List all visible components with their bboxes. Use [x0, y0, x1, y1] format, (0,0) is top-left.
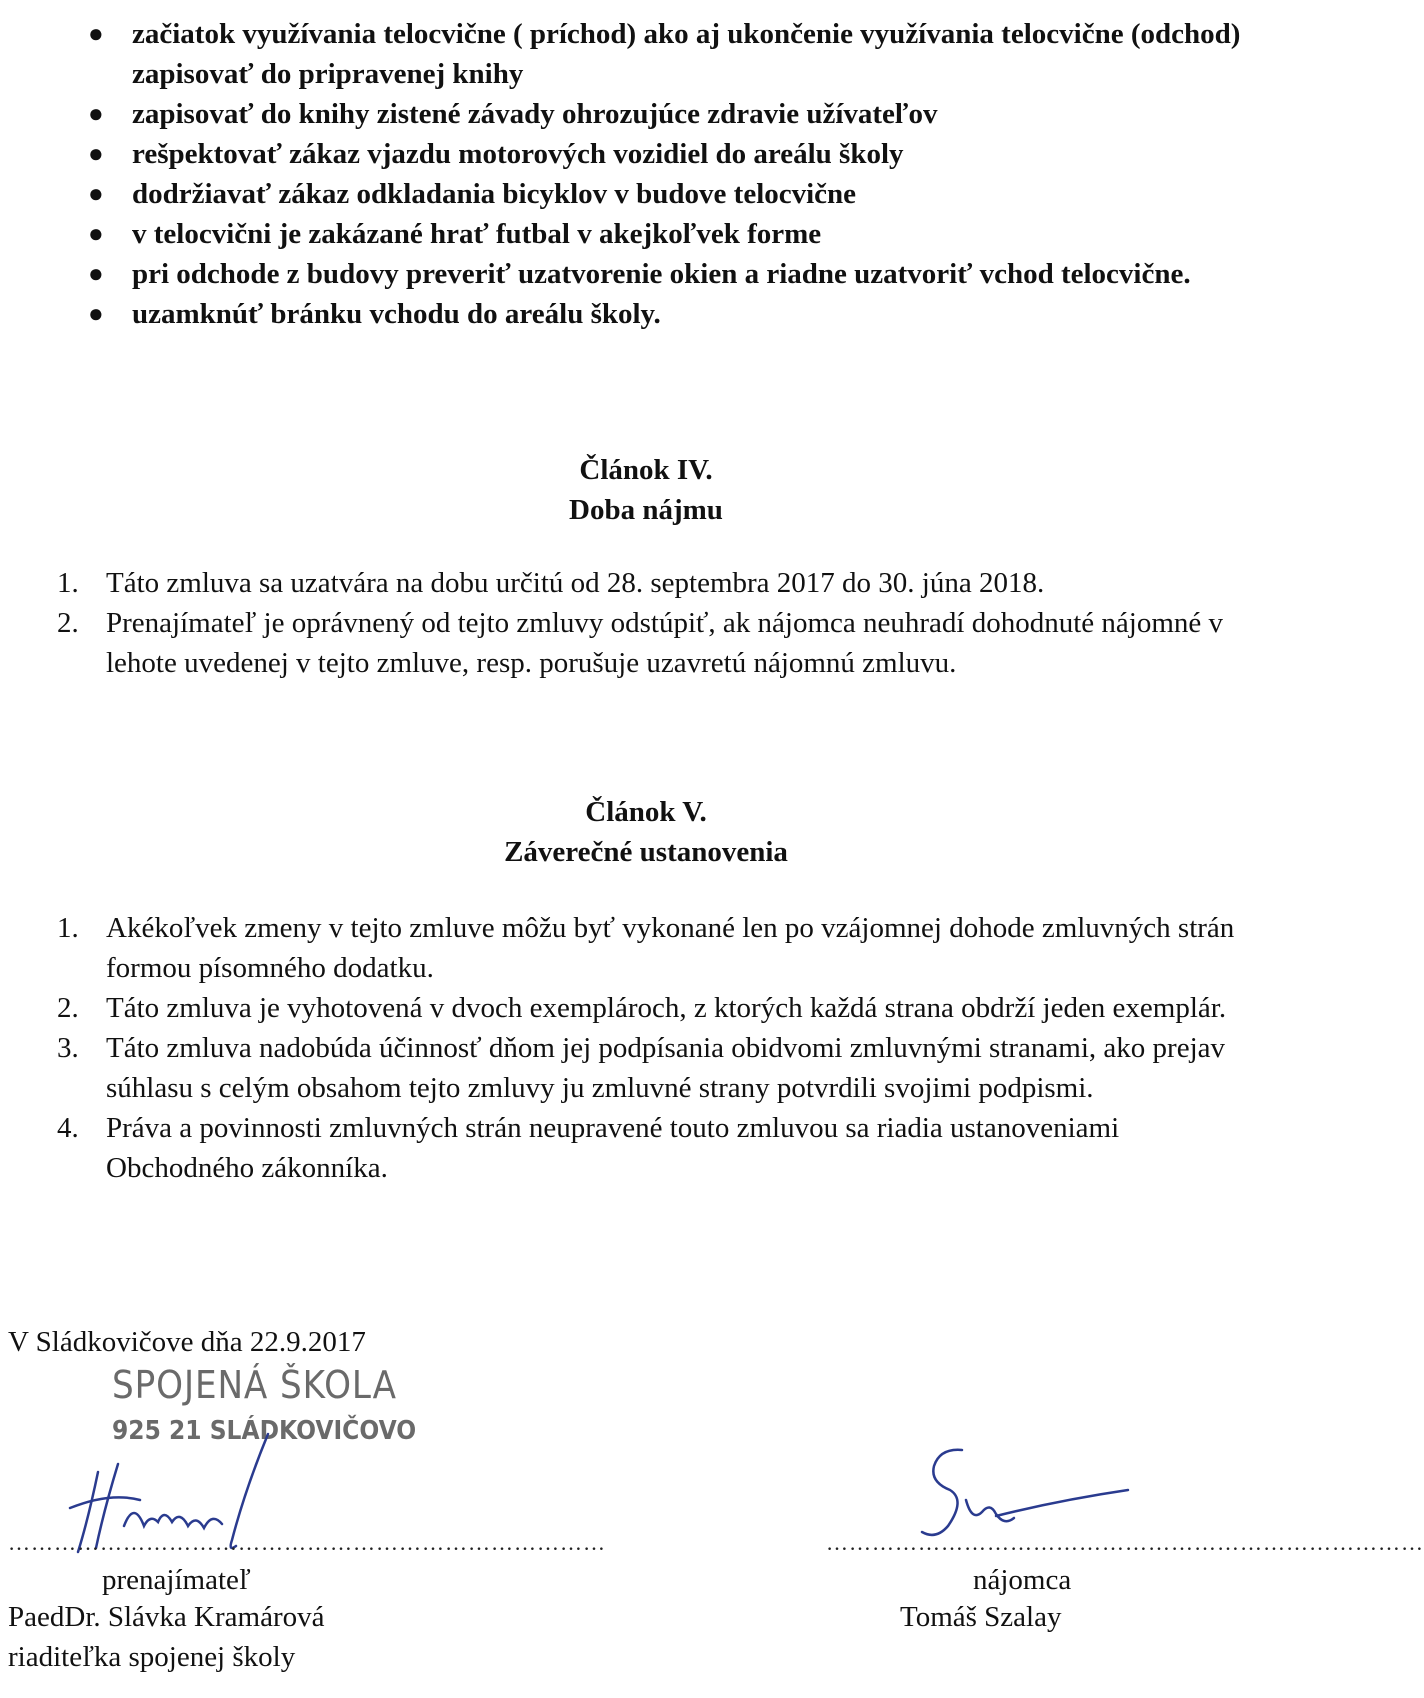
list-item: 1. Táto zmluva sa uzatvára na dobu určitú od 28. septembra 2017 do 30. júna 2018.: [57, 567, 1045, 599]
list-item: ● v telocvični je zakázané hrať futbal v akejkoľvek forme: [0, 214, 1292, 254]
list-item: ● uzamknúť bránku vchodu do areálu školy.: [0, 294, 1292, 334]
article-4-list: [0, 563, 1292, 683]
bullet-icon: ●: [88, 139, 104, 168]
list-item: ● zapisovať do knihy zistené závady ohrozujúce zdravie užívateľov: [0, 94, 1292, 134]
stamp-line-2: 925 21 SLÁDKOVIČOVO: [112, 1416, 417, 1446]
rules-list: [0, 14, 1292, 334]
list-item: 4. Práva a povinnosti zmluvných strán neupravené touto zmluvou sa riadia ustanoveniami Obchodného zákonníka.: [57, 1112, 1120, 1184]
landlord-signature-line: ……………………………………………………………………: [8, 1530, 606, 1555]
tenant-signature-line: ……………………………………………………………………: [826, 1530, 1424, 1555]
list-item: ● pri odchode z budovy preveriť uzatvorenie okien a riadne uzatvoriť vchod telocvične.: [0, 254, 1292, 294]
bullet-icon: ●: [88, 259, 104, 288]
list-item: 1. Akékoľvek zmeny v tejto zmluve môžu byť vykonané len po vzájomnej dohode zmluvných strán formou písomného dodatku.: [57, 912, 1235, 984]
article-5-list: [0, 908, 1292, 1188]
list-item: 3. Táto zmluva nadobúda účinnosť dňom jej podpísania obidvomi zmluvnými stranami, ako prejav súhlasu s celým obsahom tejto zmluvy ju zmluvné strany potvrdili svojimi podpismi.: [57, 1032, 1225, 1104]
list-item: 2. Táto zmluva je vyhotovená v dvoch exemplároch, z ktorých každá strana obdrží jeden exemplár.: [57, 992, 1227, 1024]
list-item: ● dodržiavať zákaz odkladania bicyklov v budove telocvične: [0, 174, 1292, 214]
bullet-icon: ●: [88, 19, 104, 48]
tenant-role: nájomca: [973, 1564, 1072, 1596]
tenant-name: Tomáš Szalay: [900, 1601, 1062, 1633]
article-4-title: Doba nájmu: [569, 494, 723, 526]
landlord-role: prenajímateľ: [102, 1564, 251, 1596]
list-item: ● rešpektovať zákaz vjazdu motorových vozidiel do areálu školy: [0, 134, 1292, 174]
bullet-icon: ●: [88, 299, 104, 328]
article-5-number: Článok V.: [585, 796, 707, 828]
landlord-position: riaditeľka spojenej školy: [8, 1641, 296, 1673]
tenant-signature: [922, 1450, 1128, 1535]
article-5-title: Záverečné ustanovenia: [504, 836, 788, 868]
list-item: 2. Prenajímateľ je oprávnený od tejto zmluvy odstúpiť, ak nájomca neuhradí dohodnuté nájomné v lehote uvedenej v tejto zmluve, resp. porušuje uzavretú nájomnú zmluvu.: [57, 607, 1224, 679]
article-4-number: Článok IV.: [579, 454, 713, 486]
place-and-date: V Sládkovičove dňa 22.9.2017: [8, 1326, 366, 1358]
list-item: ● začiatok využívania telocvične ( príchod) ako aj ukončenie využívania telocvične (odchod) zapisovať do pripravenej knihy: [0, 14, 1292, 94]
landlord-name: PaedDr. Slávka Kramárová: [8, 1601, 325, 1633]
bullet-icon: ●: [88, 99, 104, 128]
bullet-icon: ●: [88, 179, 104, 208]
bullet-icon: ●: [88, 219, 104, 248]
stamp-line-1: SPOJENÁ ŠKOLA: [112, 1363, 397, 1407]
